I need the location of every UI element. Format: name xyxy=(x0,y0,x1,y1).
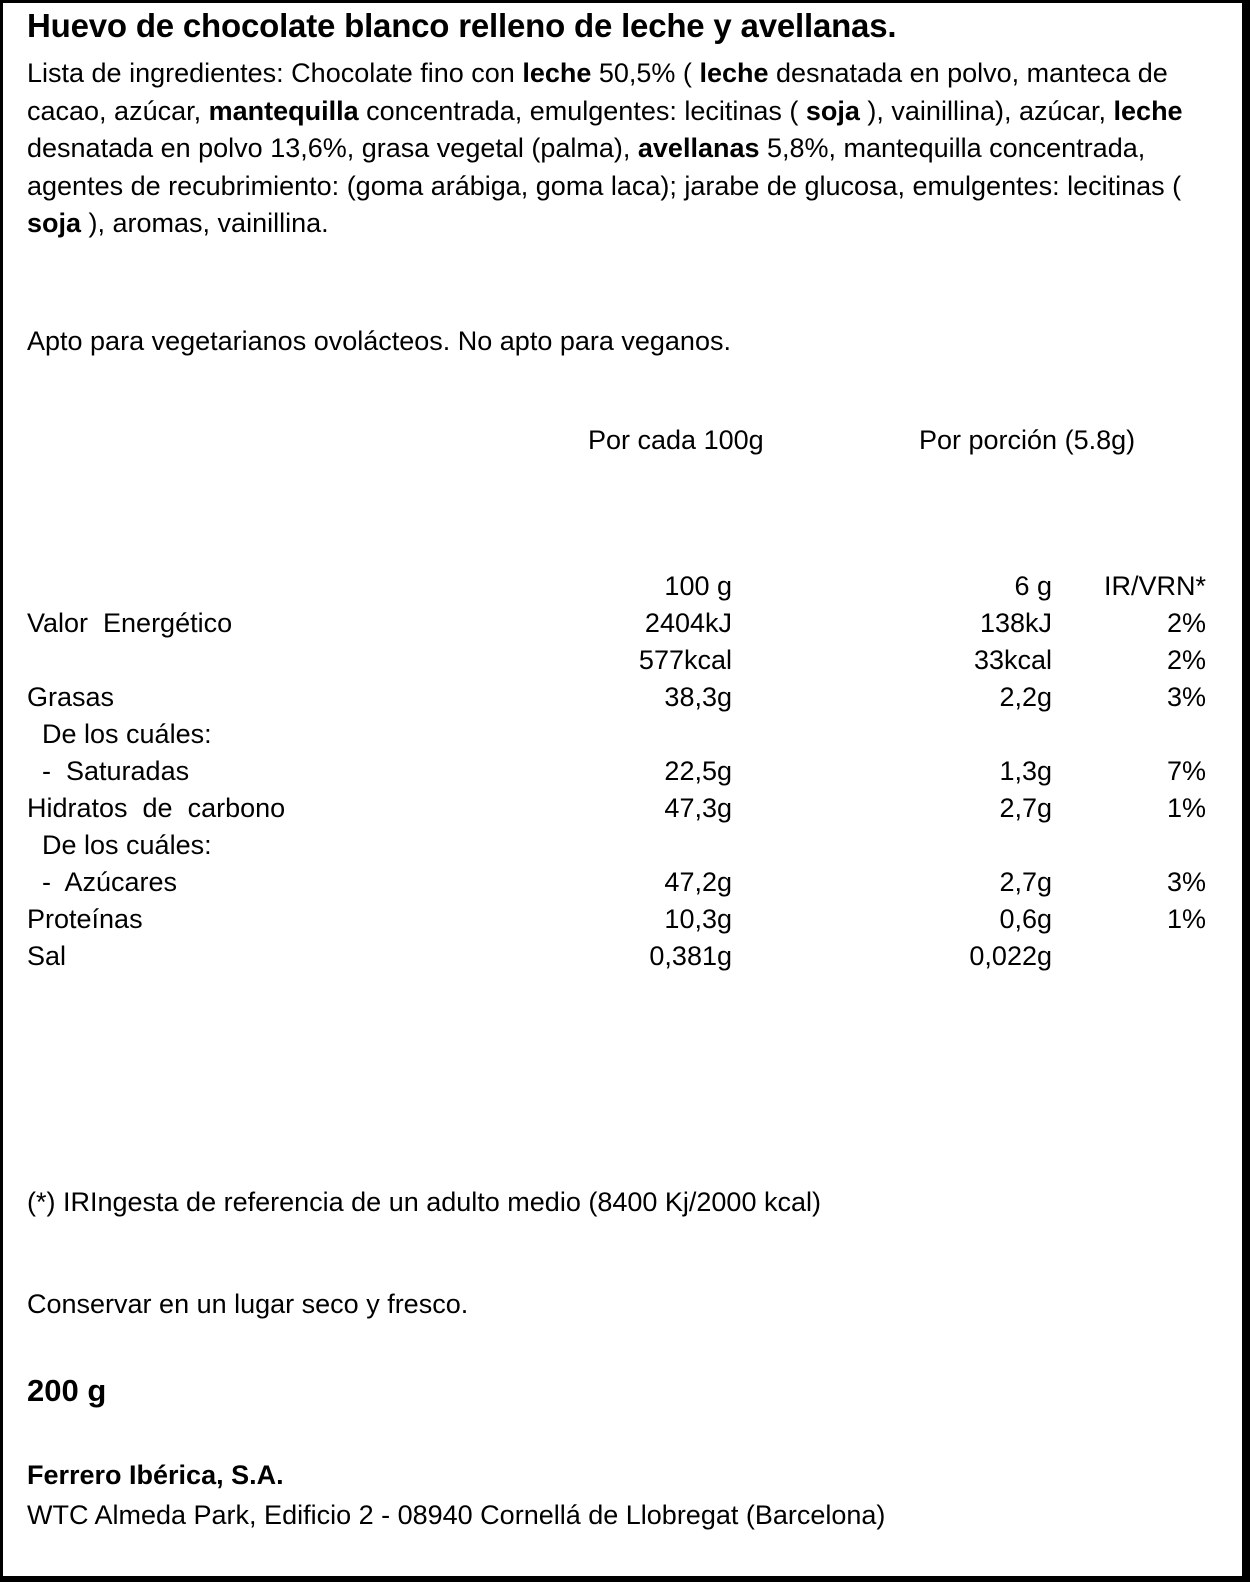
header-per-portion: Por porción (5.8g) xyxy=(919,425,1136,455)
company-name: Ferrero Ibérica, S.A. xyxy=(27,1460,284,1490)
allergen-highlight: avellanas xyxy=(637,133,760,163)
value-per-100g: 47,3g xyxy=(664,793,732,823)
sub-per-100g: 100 g xyxy=(664,571,732,601)
nutrient-label: Proteínas xyxy=(27,904,143,934)
value-per-portion: 2,7g xyxy=(999,793,1052,823)
value-per-100g: 0,381g xyxy=(649,941,732,971)
value-per-portion: 0,022g xyxy=(969,941,1052,971)
nutrient-label: - Azúcares xyxy=(27,867,178,897)
nutrition-row xyxy=(3,756,1242,793)
allergen-highlight: leche xyxy=(1113,95,1183,126)
nutrient-label: Grasas xyxy=(27,682,115,712)
net-weight: 200 g xyxy=(27,1373,107,1408)
nutrition-row xyxy=(3,793,1242,830)
ingredient-text: 5,8%, mantequilla concentrada, agentes de recubrimiento: (goma arábiga, goma laca); jarabe de glucosa, emulgentes: lecitinas ( xyxy=(27,133,1182,201)
allergen-highlight: leche xyxy=(522,58,592,88)
value-per-100g: 22,5g xyxy=(664,756,732,786)
nutrition-row xyxy=(3,645,1242,682)
allergen-highlight: soja xyxy=(805,95,860,126)
value-per-portion: 2,2g xyxy=(999,682,1052,712)
value-ir-vrn: 7% xyxy=(1166,756,1206,786)
nutrition-row xyxy=(3,719,1242,756)
value-ir-vrn: 2% xyxy=(1166,608,1206,638)
ingredient-text: ), vainillina), azúcar, xyxy=(859,95,1114,126)
sub-portion: 6 g xyxy=(1014,571,1052,601)
ingredients-list xyxy=(27,55,1207,243)
value-per-portion: 0,6g xyxy=(999,904,1052,934)
nutrition-row xyxy=(3,682,1242,719)
nutrition-row xyxy=(3,830,1242,867)
nutrient-label: - Saturadas xyxy=(27,756,190,786)
allergen-highlight: soja xyxy=(27,208,82,238)
value-per-100g: 2404kJ xyxy=(644,608,732,638)
header-per-100g: Por cada 100g xyxy=(588,425,764,455)
label-page xyxy=(3,3,1242,1576)
nutrient-label: De los cuáles: xyxy=(27,830,212,860)
allergen-highlight: mantequilla xyxy=(208,95,359,126)
value-ir-vrn: 3% xyxy=(1166,867,1206,897)
sub-ir-vrn: IR/VRN* xyxy=(1103,571,1206,601)
nutrition-row xyxy=(3,941,1242,978)
ingredient-text: ), aromas, vainillina. xyxy=(81,208,329,238)
allergen-highlight: leche xyxy=(699,58,769,88)
product-title: Huevo de chocolate blanco relleno de leche y avellanas. xyxy=(27,7,897,44)
nutrient-label: Sal xyxy=(27,941,67,971)
nutrient-label: De los cuáles: xyxy=(27,719,212,749)
nutrition-subheader xyxy=(3,571,1242,608)
company-address: WTC Almeda Park, Edificio 2 - 08940 Cornellá de Llobregat (Barcelona) xyxy=(27,1500,886,1530)
footnote: (*) IRIngesta de referencia de un adulto medio (8400 Kj/2000 kcal) xyxy=(27,1187,821,1217)
value-per-portion: 33kcal xyxy=(973,645,1052,675)
storage-note: Conservar en un lugar seco y fresco. xyxy=(27,1289,469,1319)
value-per-portion: 2,7g xyxy=(999,867,1052,897)
ingredient-text: desnatada en polvo, manteca de cacao, azúcar, xyxy=(27,58,1168,126)
ingredient-text: 50,5% ( xyxy=(591,58,700,88)
value-per-portion: 1,3g xyxy=(999,756,1052,786)
ingredient-text: Lista de ingredientes: Chocolate fino con xyxy=(27,58,523,88)
value-per-100g: 47,2g xyxy=(664,867,732,897)
value-per-100g: 577kcal xyxy=(638,645,732,675)
nutrient-label: Valor Energético xyxy=(27,608,233,638)
value-per-100g: 38,3g xyxy=(664,682,732,712)
ingredient-text: desnatada en polvo 13,6%, grasa vegetal (palma), xyxy=(27,133,638,163)
nutrient-label: Hidratos de carbono xyxy=(27,793,286,823)
value-per-portion: 138kJ xyxy=(979,608,1052,638)
value-ir-vrn: 1% xyxy=(1166,793,1206,823)
nutrition-row xyxy=(3,904,1242,941)
value-ir-vrn: 1% xyxy=(1166,904,1206,934)
nutrition-row xyxy=(3,867,1242,904)
value-ir-vrn: 2% xyxy=(1166,645,1206,675)
value-per-100g: 10,3g xyxy=(664,904,732,934)
nutrition-row xyxy=(3,608,1242,645)
value-ir-vrn: 3% xyxy=(1166,682,1206,712)
diet-note: Apto para vegetarianos ovolácteos. No apto para veganos. xyxy=(27,326,731,356)
ingredient-text: concentrada, emulgentes: lecitinas ( xyxy=(358,95,806,126)
